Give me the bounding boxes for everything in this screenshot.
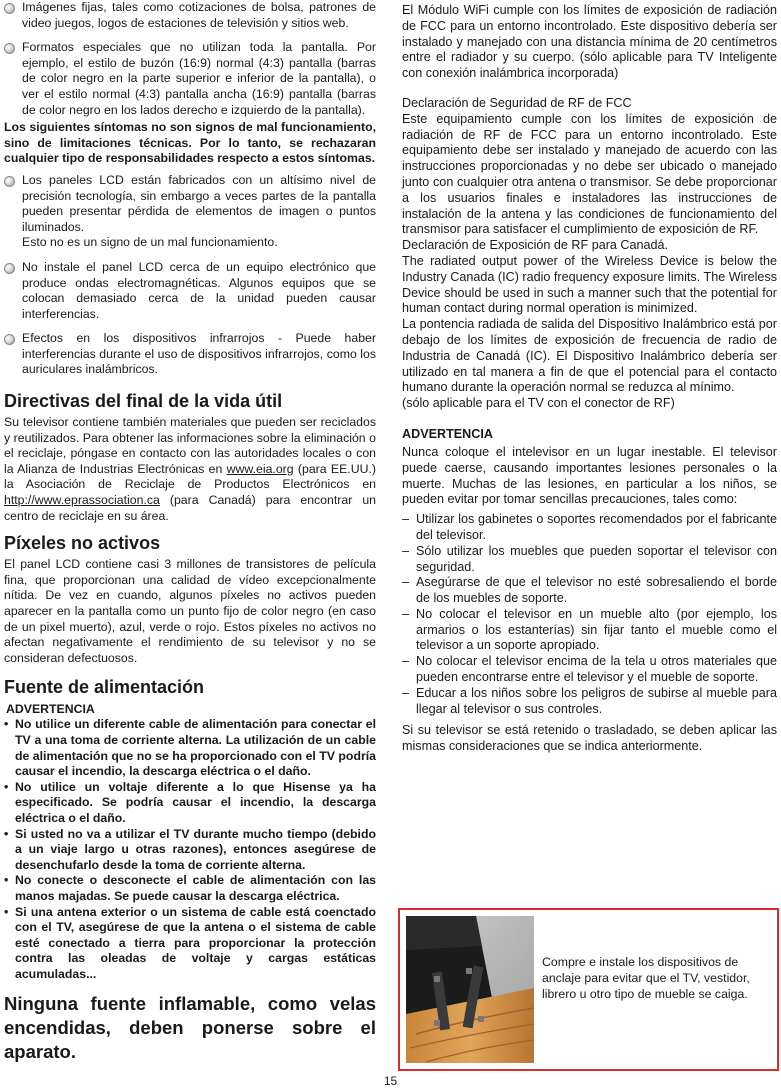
list-item: Los paneles LCD están fabricados con un altísimo nivel de precisión tecnología, sin embargo a veces partes de la pantalla pueden presentar pérdida de elementos de imagen o puntos iluminados. Esto no es un signo de un mal funcionamiento. [4,173,376,251]
bullet-icon: • [4,826,9,841]
fcc-paragraph: Este equipamiento cumple con los límites de exposición de radiación de RF de FCC para un entorno incontrolado. Este equipamiento debe ser instalado y manejado de acuerdo con las instrucciones proporcionadas y no debe ser ubicado o manejado junto con cualquier otra antena o transmisor. Se debe proporcionar a los usuarios finales e instaladores las instrucciones de instalación de la antena y las condiciones de funcionamiento del transmisor para satisfacer el cumplimiento de exposición de RF. [402,111,777,237]
list-item: – Sólo utilizar los muebles que pueden soportar el televisor con seguridad. [402,543,777,574]
wifi-paragraph: El Módulo WiFi cumple con los límites de exposición de radiación de FCC para un entorno incontrolado. Este dispositivo debería ser instalado y manejado con una distancia mínima de 20 centímetros entre el radiador y su cuerpo. (sólo aplicable para TV Inteligente con conexión inalámbrica incorporada) [402,3,777,81]
power-heading: Fuente de alimentación [4,677,205,698]
dash-icon: – [402,654,410,669]
epra-link[interactable]: http://www.eprassociation.ca [4,493,160,508]
bullet-icon: • [4,717,9,732]
right-column [402,0,777,755]
list-item: No instale el panel LCD cerca de un equipo electrónico que produce ondas electromagnéticas. Algunos equipos que se colocan demasiado cerca de la unidad pueden causar interferencias. [4,260,376,322]
bullet-icon [4,334,15,345]
list-item: – Utilizar los gabinetes o soportes recomendados por el fabricante del televisor. [402,512,777,542]
eia-link[interactable]: www.eia.org [226,461,294,476]
dash-icon: – [402,512,410,527]
list-item: Efectos en los dispositivos infrarrojos - Puede haber interferencias durante el uso de dispositivos infrarrojos, como los auriculares inalámbricos. [4,331,376,378]
bullet-icon [4,263,15,274]
page-number: 15 [383,1074,398,1088]
list-item: – No colocar el televisor en un mueble alto (por ejemplo, los armarios o los estanterías) sin fijar tanto el mueble como el televisor a un soporte apropiado. [402,606,777,653]
warning-label: ADVERTENCIA [6,702,95,717]
canada-title: Declaración de Exposición de RF para Canadá. [402,238,669,253]
fcc-title: Declaración de Seguridad de RF de FCC [402,95,632,110]
list-item: • No utilice un diferente cable de alimentación para conectar el TV a una toma de corriente alterna. La utilización de un cable de alimentación que no se ha proporcionado con el TV podría causar el incendio, la descarga eléctrica o el daño. [4,717,376,779]
canada-english-paragraph: The radiated output power of the Wireless Device is below the Industry Canada (IC) radio frequency exposure limits. The Wireless Device should be used in such a manner such that the potential for human contact during normal operation is minimized. [402,253,777,316]
list-item: Formatos especiales que no utilizan toda la pantalla. Por ejemplo, el estilo de buzón (16:9) normal (4:3) pantalla (barras de color negro en la parte superior e inferior de la pantalla), o ver el estilo normal (4:3) pantalla ancha (16:9) pantalla (barras de color negro en los lados derecho e izquierdo de la pantalla). [4,40,376,118]
notice-paragraph: Los siguientes síntomas no son signos de mal funcionamiento, sino de limitaciones técnicas. Por lo tanto, se rechazaran cualquier tipo de responsabilidades respecto a estos síntomas. [4,120,376,166]
pixels-heading: Píxeles no activos [4,533,161,554]
relocation-paragraph: Si su televisor se está retenido o trasladado, se deben aplicar las mismas consideraciones que se indica anteriormente. [402,723,777,754]
dash-icon: – [402,575,410,590]
bullet-icon [4,3,15,14]
list-item: • No conecte o desconecte el cable de alimentación con las manos majadas. Se puede causar la descarga eléctrica. [4,873,376,903]
list-item: • No utilice un voltaje diferente a lo que Hisense ya ha especificado. Se podría causar el incendio, la descarga eléctrica o el daño. [4,779,376,825]
list-item: Imágenes fijas, tales como cotizaciones de bolsa, patrones de video juegos, logos de estaciones de televisión y sitios web. [4,0,376,31]
dash-icon: – [402,685,410,700]
bullet-icon: • [4,779,9,794]
canada-spanish-paragraph: La pontencia radiada de salida del Dispositivo Inalámbrico está por debajo de los límites de exposición de frecuencia de radio de Industria de Canadá (IC). El Dispositivo Inalámbrico debería ser utilizado en tal manera a fin de que el potencial para el contacto humano durante la operación normal se reduzca al mínimo. [402,317,777,395]
list-item: • Si usted no va a utilizar el TV durante mucho tiempo (debido a un viaje largo u otras razones), entonces asegúrese de desenchufarlo desde la toma de corriente alterna. [4,826,376,872]
eol-heading: Directivas del final de la vida útil [4,391,283,412]
flame-heading: Ninguna fuente inflamable, como velas encendidas, deben ponerse sobre el aparato. [4,993,376,1063]
bullet-icon [4,176,15,187]
eol-paragraph: Su televisor contiene también materiales que pueden ser reciclados y reutilizados. Para obtener las informaciones sobre la eliminación o el reciclaje, póngase en contacto con las autoridades locales o con la Alianza de Industrias Electrónicas en www.eia.org (para EE.UU.) la Asociación de Reciclaje de Productos Electrónicos en http://www.eprassociation.ca (para Canadá) para encontrar un centro de reciclaje en su área. [4,415,376,523]
anchoring-figure [398,908,779,1071]
list-item: • Si una antena exterior o un sistema de cable está coenctado con el TV, asegúrese de que la antena o el sistema de cable esté conectado a tierra para proporcionar la protección contra las oleadas de voltaje y cargas estáticas acumuladas... [4,904,376,981]
bullet-icon [4,43,15,54]
bullet-icon: • [4,873,9,888]
list-item: – Asegúrarse de que el televisor no esté sobresaliendo el borde de los muebles de soporte. [402,575,777,606]
canada-note: (sólo aplicable para el TV con el conector de RF) [402,396,675,411]
bullet-icon: • [4,904,9,919]
warning-intro: Nunca coloque el intelevisor en un lugar inestable. El televisor puede caerse, causando importantes lesiones personales o la muerte. Muchas de las lesiones, en particular a los niños, se pueden evitar por tomar sencillas precauciones, tales como: [402,444,777,507]
dash-icon: – [402,606,410,621]
tv-anchor-photo [406,916,534,1063]
left-column [4,0,376,1064]
tv-anchor-illustration [406,916,534,1063]
dash-icon: – [402,543,410,558]
list-item: – No colocar el televisor encima de la tela u otros materiales que pueden encontrarse entre el televisor y el mueble de soporte. [402,654,777,685]
list-item: – Educar a los niños sobre los peligros de subirse al mueble para llegar al televisor o sus controles. [402,685,777,716]
warning-label: ADVERTENCIA [402,426,493,441]
figure-caption: Compre e instale los dispositivos de anclaje para evitar que el TV, vestidor, librero u otro tipo de mueble se caiga. [542,955,750,1001]
pixels-paragraph: El panel LCD contiene casi 3 millones de transistores de película fina, que proporcionan una calidad de vídeo excepcionalmente nítida. De vez en cuando, algunos píxeles no activos pueden aparecer en la pantalla como un punto fijo de color negro (en caso de un pixel muerto), azul, verde o rojo. Estos píxeles no activos no afectan negativamente el rendimiento de su televisor y no se consideran defectuosos. [4,557,376,665]
